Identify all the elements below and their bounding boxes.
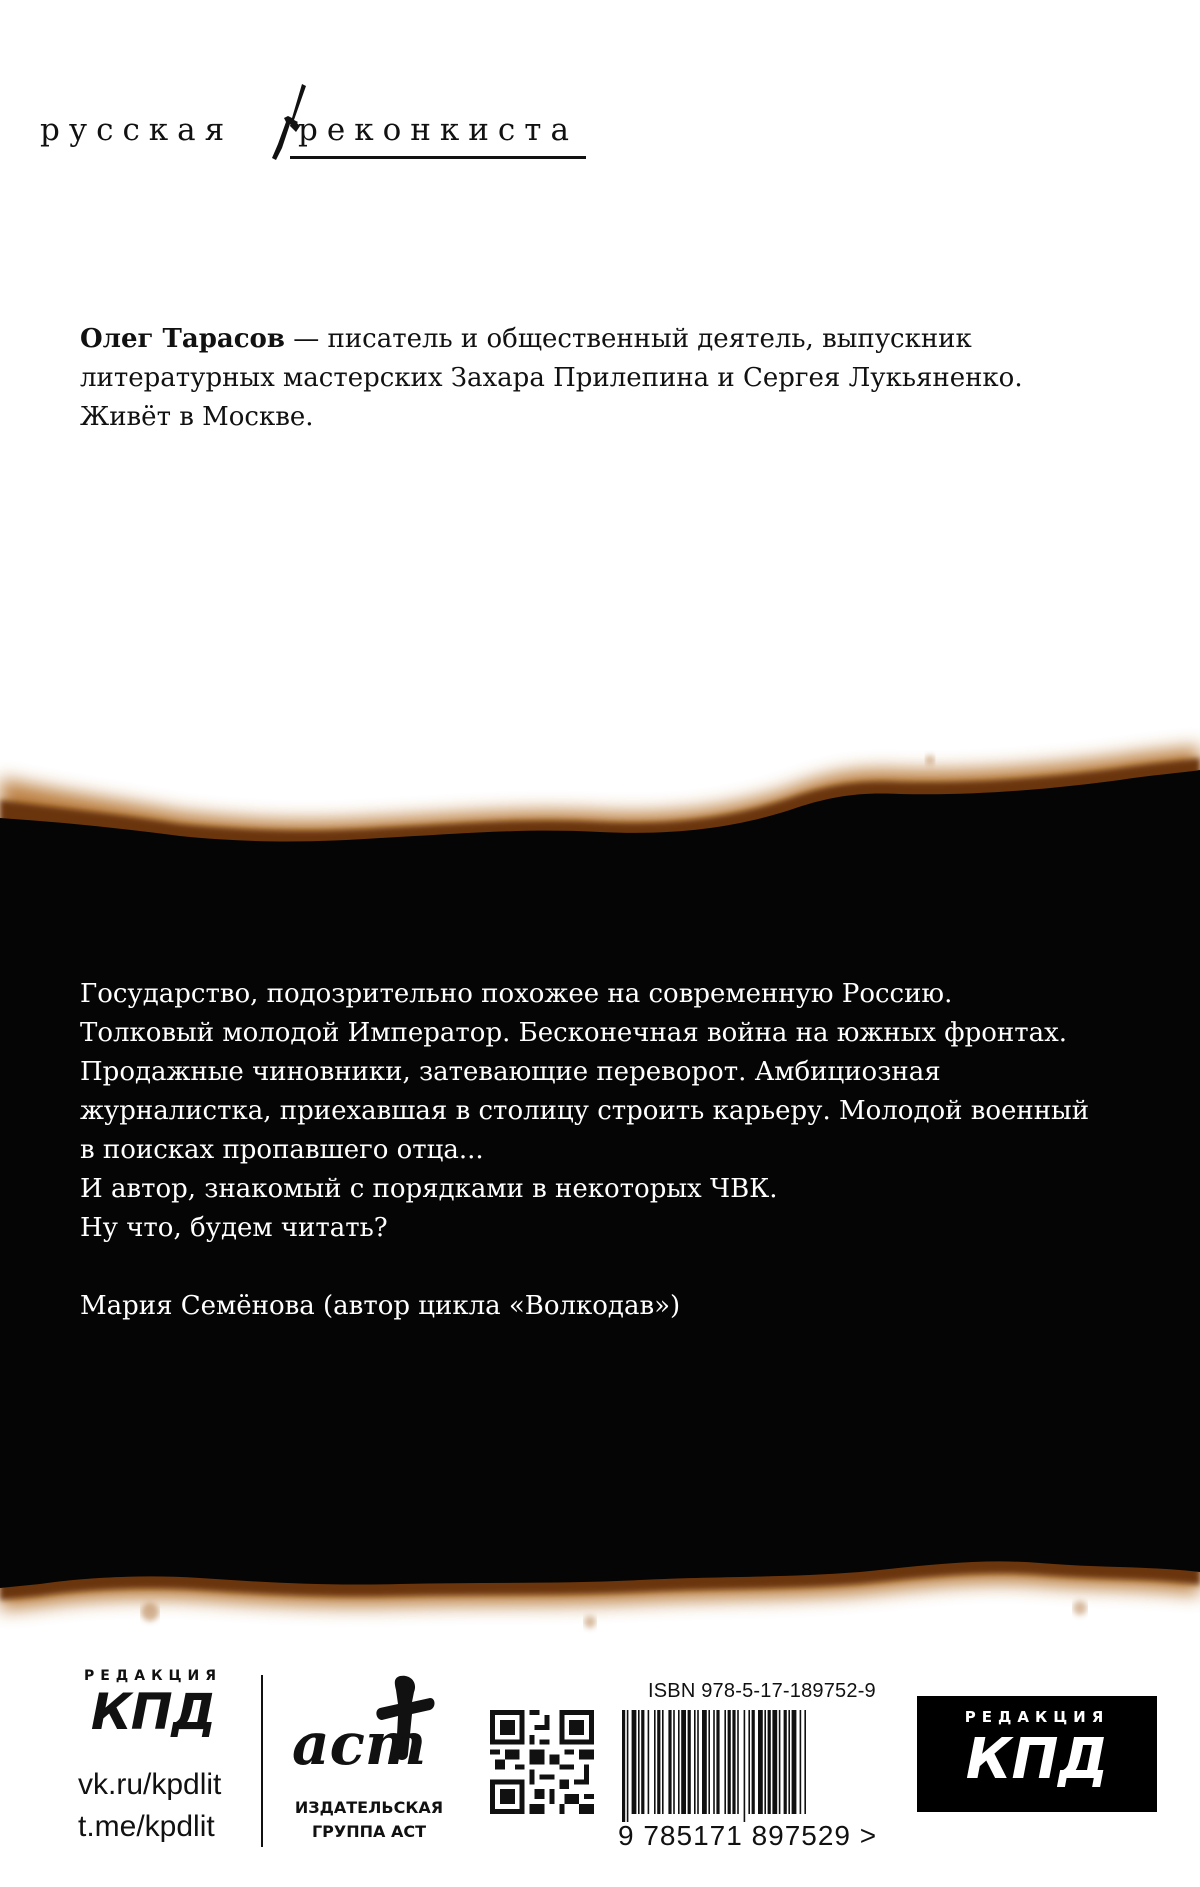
isbn-text: ISBN 978-5-17-189752-9 [648,1680,876,1702]
kpd-logo-small: РЕДАКЦИЯ [83,1668,223,1684]
ast-logo [284,1668,454,1848]
review-line: И автор, знакомый с порядками в некоторых ЧВК. [80,1174,778,1204]
series-word-1: русская [40,112,234,148]
kpd-logo-big: КПД [90,1683,216,1741]
barcode-icon [622,1710,872,1822]
review-line: Государство, подозрительно похожее на современную Россию. [80,979,953,1009]
series-word-2: реконкиста [298,112,578,148]
ast-emblem [284,1668,454,1796]
author-bio-text: — писатель и общественный деятель, выпускник литературных мастерских Захара Прилепина и Сергея Лукьяненко. Живёт в Москве. [80,324,1023,432]
ast-caption-line: ГРУППА АСТ [311,1822,427,1841]
review-block [80,975,1120,1326]
kpd-logo-black-small: РЕДАКЦИЯ [964,1708,1110,1726]
kpd-logo [78,1668,228,1741]
telegram-link[interactable]: t.me/kpdlit [78,1810,215,1843]
review-line: Толковый молодой Император. Бесконечная война на южных фронтах. [80,1018,1068,1048]
author-name: Олег Тарасов [80,324,285,354]
series-underline [290,156,586,159]
author-bio [80,320,1080,437]
review-line: в поисках пропавшего отца... [80,1135,484,1165]
review-line: журналистка, приехавшая в столицу строить карьеру. Молодой военный [80,1096,1090,1126]
series-logo [40,82,588,162]
social-links [78,1764,221,1848]
isbn-barcode [618,1680,893,1855]
ast-logo-text: аст [292,1710,427,1778]
review-line: Ну что, будем читать? [80,1213,388,1243]
ast-caption-line: ИЗДАТЕЛЬСКАЯ [294,1798,444,1817]
vk-link[interactable]: vk.ru/kpdlit [78,1768,222,1801]
kpd-logo-black [917,1696,1157,1812]
ast-caption [284,1796,454,1844]
barcode-digits: 9 785171 897529 > [618,1820,878,1851]
qr-code-icon [490,1710,594,1814]
review-line: Продажные чиновники, затевающие переворот. Амбициозная [80,1057,941,1087]
review-attribution: Мария Семёнова (автор цикла «Волкодав») [80,1291,681,1321]
footer-divider [261,1675,263,1847]
kpd-logo-black-big: КПД [965,1727,1109,1792]
